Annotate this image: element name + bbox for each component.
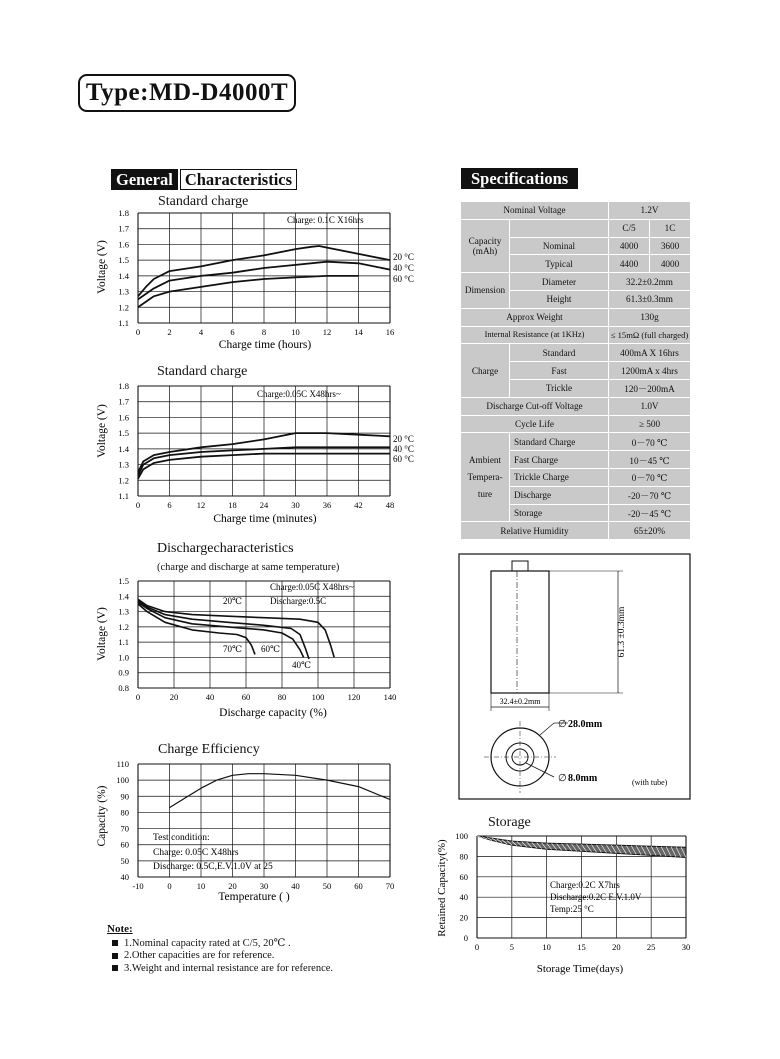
x-tick-label: 10	[542, 942, 551, 952]
chart1-series-label-60: 60 °C	[393, 274, 414, 284]
spec-amb-fast-label: Fast Charge	[510, 451, 609, 469]
spec-fast: 1200mA x 4hrs	[609, 362, 691, 380]
y-tick-label: 1.8	[118, 381, 129, 391]
y-tick-label: 1.1	[118, 318, 129, 328]
spec-amb-stor-label: Storage	[510, 504, 609, 522]
y-tick-label: 1.5	[118, 576, 129, 586]
y-tick-label: 60	[120, 839, 129, 850]
characteristics-word: Characteristics	[180, 169, 297, 190]
battery-body	[491, 571, 549, 693]
bullet-icon	[112, 940, 118, 946]
y-tick-label: 60	[459, 871, 468, 882]
chart2-annotation: Charge:0.05C X48hrs~	[257, 389, 341, 399]
note-text: 3.Weight and internal resistance are for reference.	[124, 962, 334, 974]
storage-title: Storage	[488, 815, 531, 830]
x-tick-label: 60	[354, 881, 363, 891]
x-tick-label: 16	[385, 327, 395, 337]
x-tick-label: 4	[198, 327, 204, 337]
x-tick-label: 2	[167, 327, 172, 337]
x-tick-label: 5	[509, 942, 514, 952]
x-tick-label: 6	[167, 500, 172, 510]
spec-cutoff-label: Discharge Cut-off Voltage	[461, 397, 609, 415]
y-tick-label: 50	[120, 855, 129, 866]
spec-amb-std-label: Standard Charge	[510, 433, 609, 451]
y-tick-label: 1.6	[118, 412, 129, 423]
specifications-word: Specifications	[461, 168, 578, 189]
x-tick-label: 120	[347, 692, 361, 702]
x-tick-label: 10	[291, 327, 300, 337]
x-tick-label: 20	[169, 692, 179, 702]
y-tick-label: 1.1	[118, 491, 129, 501]
y-tick-label: 1.5	[118, 428, 129, 439]
y-tick-label: 1.2	[118, 302, 129, 313]
spec-rh: 65±20%	[609, 522, 691, 540]
battery-dimension-drawing	[458, 553, 691, 800]
storage-annotation-line2: Discharge:0.2C E.V.1.0V	[550, 892, 642, 902]
x-tick-label: 40	[291, 881, 300, 891]
x-tick-label: 30	[681, 942, 691, 952]
notes-heading: Note:	[107, 923, 133, 935]
x-tick-label: 0	[135, 327, 141, 337]
spec-rh-label: Relative Humidity	[461, 522, 609, 540]
spec-height-label: Height	[510, 290, 609, 308]
standard-charge-minutes-chart	[85, 376, 415, 526]
chart3-ylabel: Voltage (V)	[96, 607, 108, 661]
y-tick-label: 20	[459, 912, 468, 923]
y-tick-label: 1.4	[118, 443, 129, 454]
chart3-label-20: 20℃	[223, 596, 243, 606]
y-tick-label: 70	[120, 823, 129, 834]
spec-typical-c5: 4400	[609, 255, 650, 273]
spec-diameter-label: Diameter	[510, 273, 609, 291]
y-tick-label: 0	[463, 933, 468, 943]
y-tick-label: 40	[459, 892, 468, 903]
spec-fast-label: Fast	[510, 362, 609, 380]
spec-ambient-temperature-label	[461, 433, 510, 522]
spec-amb-dis-label: Discharge	[510, 486, 609, 504]
specifications-table	[460, 201, 691, 540]
chart2-ylabel: Voltage (V)	[96, 404, 108, 458]
inner-dia-phi: ∅	[558, 773, 567, 784]
bullet-icon	[112, 953, 118, 959]
spec-1c-header: 1C	[650, 219, 691, 237]
x-tick-label: 0	[167, 881, 172, 891]
chart2-xlabel: Charge time (minutes)	[213, 513, 317, 525]
chart4-annotation-line3: Discharge: 0.5C,E.V.1.0V at 25	[153, 862, 273, 872]
x-tick-label: 25	[646, 942, 656, 952]
spec-amb-std: 0－70 ℃	[609, 433, 691, 451]
note-item	[112, 950, 333, 963]
y-tick-label: 90	[120, 791, 129, 802]
y-tick-label: 1.3	[118, 459, 129, 470]
chart1-series-label-20: 20 °C	[393, 252, 414, 262]
x-tick-label: 42	[354, 500, 363, 510]
y-tick-label: 1.7	[118, 396, 129, 407]
note-item	[112, 938, 333, 951]
y-tick-label: 80	[459, 851, 468, 862]
standard-charge-hours-chart	[85, 205, 415, 355]
spec-amb-fast: 10－45 ℃	[609, 451, 691, 469]
spec-cycle-label: Cycle Life	[461, 415, 609, 433]
chart3-label-60: 60℃	[261, 644, 281, 654]
x-tick-label: 50	[322, 881, 332, 891]
spec-typical-1c: 4000	[650, 255, 691, 273]
spec-typical-label: Typical	[510, 255, 609, 273]
spec-nominal-c5: 4000	[609, 237, 650, 255]
general-characteristics-heading	[111, 170, 297, 190]
spec-amb-stor: -20－45 ℃	[609, 504, 691, 522]
y-tick-label: 1.2	[118, 621, 129, 632]
x-tick-label: 140	[383, 692, 397, 702]
spec-ir-label: Internal Resistance (at 1KHz)	[461, 326, 609, 344]
chart4-annotation-line1: Test condition:	[153, 833, 210, 843]
discharge-characteristics-chart	[85, 572, 415, 722]
spec-trickle-label: Trickle	[510, 379, 609, 397]
y-tick-label: 1.2	[118, 475, 129, 486]
note-item	[112, 963, 333, 976]
general-word: General	[111, 169, 178, 190]
storage-chart	[432, 826, 702, 981]
chart2-series-label-60: 60 °C	[393, 454, 414, 464]
spec-tempera-word: Tempera-	[467, 471, 503, 482]
y-tick-label: 100	[116, 775, 129, 786]
x-tick-label: 0	[135, 692, 141, 702]
chart1-ylabel: Voltage (V)	[96, 240, 108, 294]
spec-diameter: 32.2±0.2mm	[609, 273, 691, 291]
y-tick-label: 0.9	[118, 667, 129, 678]
chart3-label-70: 70℃	[223, 644, 243, 654]
x-tick-label: 70	[385, 881, 395, 891]
spec-weight: 130g	[609, 308, 691, 326]
y-tick-label: 80	[120, 807, 129, 818]
outer-diameter-text: 28.0mm	[568, 719, 603, 730]
storage-xlabel: Storage Time(days)	[536, 963, 624, 975]
spec-nominal-voltage: 1.2V	[609, 202, 691, 220]
chart2-series-label-20: 20 °C	[393, 434, 414, 444]
spec-standard-label: Standard	[510, 344, 609, 362]
x-tick-label: 48	[385, 500, 395, 510]
chart3-subtitle: (charge and discharge at same temperature)	[157, 562, 340, 573]
y-tick-label: 1.4	[118, 270, 129, 281]
chart3-xlabel: Discharge capacity (%)	[219, 707, 327, 719]
charge-efficiency-chart	[85, 756, 415, 906]
y-tick-label: 1.3	[118, 286, 129, 297]
x-tick-label: 18	[228, 500, 237, 510]
storage-annotation-line3: Temp:25 °C	[550, 904, 594, 914]
y-tick-label: 1.5	[118, 255, 129, 266]
outer-dia-phi: ∅	[558, 719, 567, 730]
x-tick-label: 40	[205, 692, 215, 702]
spec-nominal-label: Nominal	[510, 237, 609, 255]
x-tick-label: 20	[612, 942, 621, 952]
chart4-xlabel: Temperature ( )	[218, 891, 290, 903]
chart3-title: Dischargecharacteristics	[157, 541, 294, 556]
chart3-annotation-line1: Charge:0.05C X48hrs~	[270, 582, 354, 592]
x-tick-label: 30	[259, 881, 269, 891]
spec-ture-word: ture	[477, 488, 493, 499]
x-tick-label: 10	[196, 881, 206, 891]
spec-c5-header: C/5	[609, 219, 650, 237]
notes-section	[107, 923, 333, 975]
y-tick-label: 100	[455, 831, 468, 841]
spec-height: 61.3±0.3mm	[609, 290, 691, 308]
x-tick-label: 20	[228, 881, 237, 891]
spec-trickle: 120－200mA	[609, 379, 691, 397]
spec-weight-label: Approx Weight	[461, 308, 609, 326]
x-tick-label: 30	[291, 500, 300, 510]
y-tick-label: 1.1	[118, 637, 129, 648]
bullet-icon	[112, 965, 118, 971]
x-tick-label: 36	[322, 500, 332, 510]
chart1-annotation: Charge: 0.1C X16hrs	[287, 215, 364, 225]
with-tube-note: (with tube)	[632, 778, 668, 787]
x-tick-label: 60	[241, 692, 251, 702]
series-line-0	[170, 774, 391, 808]
spec-dimension-label: Dimension	[461, 273, 510, 309]
storage-annotation-line1: Charge:0.2C X7hrs	[550, 880, 620, 890]
x-tick-label: 0	[135, 500, 141, 510]
spec-charge-label: Charge	[461, 344, 510, 397]
spec-amb-dis: -20－70 ℃	[609, 486, 691, 504]
x-tick-label: 14	[354, 327, 363, 337]
x-tick-label: 15	[577, 942, 586, 952]
chart4-annotation-line2: Charge: 0.05C X48hrs	[153, 848, 239, 858]
y-tick-label: 1.8	[118, 208, 129, 218]
y-tick-label: 40	[120, 872, 129, 882]
y-tick-label: 1.0	[118, 652, 129, 663]
spec-cutoff: 1.0V	[609, 397, 691, 415]
spec-ir: ≤ 15mΩ (full charged)	[609, 326, 691, 344]
spec-cycle: ≥ 500	[609, 415, 691, 433]
height-dimension-text: 61.3 ±0.3mm	[617, 606, 627, 658]
x-tick-label: 6	[230, 327, 235, 337]
width-dimension-text: 32.4±0.2mm	[499, 697, 541, 706]
spec-capacity-label: Capacity (mAh)	[461, 219, 510, 272]
x-tick-label: -10	[132, 881, 144, 891]
chart4-title: Charge Efficiency	[158, 742, 260, 757]
y-tick-label: 1.6	[118, 239, 129, 250]
x-tick-label: 12	[196, 500, 206, 510]
chart4-ylabel: Capacity (%)	[96, 785, 108, 847]
spec-standard: 400mA X 16hrs	[609, 344, 691, 362]
spec-nominal-voltage-label: Nominal Voltage	[461, 202, 609, 220]
x-tick-label: 24	[259, 500, 269, 510]
spec-ambient-word: Ambient	[468, 454, 502, 465]
y-tick-label: 110	[116, 759, 129, 769]
storage-ylabel: Retained Capacity(%)	[436, 839, 448, 937]
spec-nominal-1c: 3600	[650, 237, 691, 255]
x-tick-label: 100	[311, 692, 325, 702]
chart2-title: Standard charge	[157, 364, 248, 379]
x-tick-label: 8	[261, 327, 267, 337]
chart1-xlabel: Charge time (hours)	[218, 339, 312, 351]
spec-amb-trickle: 0－70 ℃	[609, 468, 691, 486]
y-tick-label: 1.3	[118, 606, 129, 617]
specifications-heading	[461, 169, 578, 189]
x-tick-label: 12	[322, 327, 332, 337]
note-text: 1.Nominal capacity rated at C/5, 20℃ .	[124, 937, 291, 949]
model-type-title: Type:MD-D4000T	[78, 74, 296, 112]
x-tick-label: 0	[474, 942, 480, 952]
spec-amb-trickle-label: Trickle Charge	[510, 468, 609, 486]
note-text: 2.Other capacities are for reference.	[124, 950, 275, 961]
inner-diameter-text: 8.0mm	[568, 773, 598, 784]
chart1-series-label-40: 40 °C	[393, 263, 414, 273]
chart3-label-40: 40℃	[292, 660, 312, 670]
y-tick-label: 0.8	[118, 683, 129, 693]
chart2-series-label-40: 40 °C	[393, 444, 414, 454]
x-tick-label: 80	[277, 692, 287, 702]
y-tick-label: 1.4	[118, 591, 129, 602]
y-tick-label: 1.7	[118, 223, 129, 234]
battery-terminal	[512, 561, 528, 571]
chart3-annotation-line2: Discharge:0.5C	[270, 596, 327, 606]
chart1-title: Standard charge	[158, 194, 249, 209]
